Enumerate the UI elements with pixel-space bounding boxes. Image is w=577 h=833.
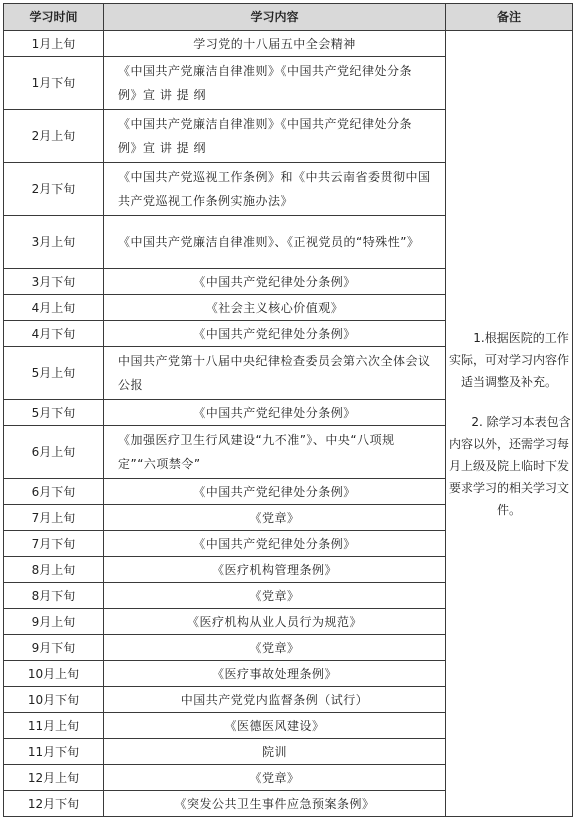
header-study-content: 学习内容 xyxy=(104,4,446,31)
row-time: 3月下旬 xyxy=(4,269,104,295)
row-time: 4月下旬 xyxy=(4,321,104,347)
row-time: 9月下旬 xyxy=(4,635,104,661)
row-content: 《中国共产党纪律处分条例》 xyxy=(104,321,446,347)
row-content: 《医德医风建设》 xyxy=(104,713,446,739)
row-time: 3月上旬 xyxy=(4,216,104,269)
header-remarks: 备注 xyxy=(446,4,573,31)
row-content: 中国共产党党内监督条例（试行） xyxy=(104,687,446,713)
remarks-cell xyxy=(446,31,573,817)
row-time: 12月上旬 xyxy=(4,765,104,791)
row-content: 《医疗机构从业人员行为规范》 xyxy=(104,609,446,635)
row-time: 8月下旬 xyxy=(4,583,104,609)
row-time: 12月下旬 xyxy=(4,791,104,817)
row-content: 《突发公共卫生事件应急预案条例》 xyxy=(104,791,446,817)
row-time: 10月下旬 xyxy=(4,687,104,713)
row-content: 《中国共产党纪律处分条例》 xyxy=(104,531,446,557)
row-time: 10月上旬 xyxy=(4,661,104,687)
row-time: 11月下旬 xyxy=(4,739,104,765)
header-study-time: 学习时间 xyxy=(4,4,104,31)
remarks-note-2: 2. 除学习本表包含内容以外，还需学习每月上级及院上临时下发要求学习的相关学习文件。 xyxy=(448,414,571,517)
row-content: 《中国共产党纪律处分条例》 xyxy=(104,400,446,426)
remarks-note-1: 1.根据医院的工作实际，可对学习内容作适当调整及补充。 xyxy=(448,330,569,389)
row-content: 中国共产党第十八届中央纪律检查委员会第六次全体会议公报 xyxy=(104,347,446,400)
row-time: 5月下旬 xyxy=(4,400,104,426)
row-content: 《中国共产党廉洁自律准则》《中国共产党纪律处分条例》宣 讲 提 纲 xyxy=(104,57,446,110)
row-content: 《中国共产党巡视工作条例》和《中共云南省委贯彻中国共产党巡视工作条例实施办法》 xyxy=(104,163,446,216)
row-content: 《社会主义核心价值观》 xyxy=(104,295,446,321)
row-content: 《中国共产党廉洁自律准则》《中国共产党纪律处分条例》宣 讲 提 纲 xyxy=(104,110,446,163)
row-content: 《加强医疗卫生行风建设“九不准”》、中央“八项规定”“六项禁令” xyxy=(104,426,446,479)
row-time: 6月上旬 xyxy=(4,426,104,479)
row-content: 《中国共产党纪律处分条例》 xyxy=(104,479,446,505)
row-time: 9月上旬 xyxy=(4,609,104,635)
row-content: 《医疗事故处理条例》 xyxy=(104,661,446,687)
row-time: 6月下旬 xyxy=(4,479,104,505)
row-content: 《党章》 xyxy=(104,635,446,661)
row-time: 7月下旬 xyxy=(4,531,104,557)
row-time: 8月上旬 xyxy=(4,557,104,583)
study-schedule xyxy=(3,3,573,817)
row-content: 院训 xyxy=(104,739,446,765)
table-row xyxy=(4,31,573,57)
row-time: 11月上旬 xyxy=(4,713,104,739)
row-time: 7月上旬 xyxy=(4,505,104,531)
row-content: 《党章》 xyxy=(104,765,446,791)
row-content: 《医疗机构管理条例》 xyxy=(104,557,446,583)
row-content: 学习党的十八届五中全会精神 xyxy=(104,31,446,57)
row-content: 《中国共产党廉洁自律准则》、《正视党员的“特殊性”》 xyxy=(104,216,446,269)
row-content: 《中国共产党纪律处分条例》 xyxy=(104,269,446,295)
row-time: 5月上旬 xyxy=(4,347,104,400)
row-time: 1月下旬 xyxy=(4,57,104,110)
row-time: 4月上旬 xyxy=(4,295,104,321)
row-time: 1月上旬 xyxy=(4,31,104,57)
study-schedule-table xyxy=(3,3,573,817)
row-time: 2月下旬 xyxy=(4,163,104,216)
row-time: 2月上旬 xyxy=(4,110,104,163)
row-content: 《党章》 xyxy=(104,505,446,531)
row-content: 《党章》 xyxy=(104,583,446,609)
